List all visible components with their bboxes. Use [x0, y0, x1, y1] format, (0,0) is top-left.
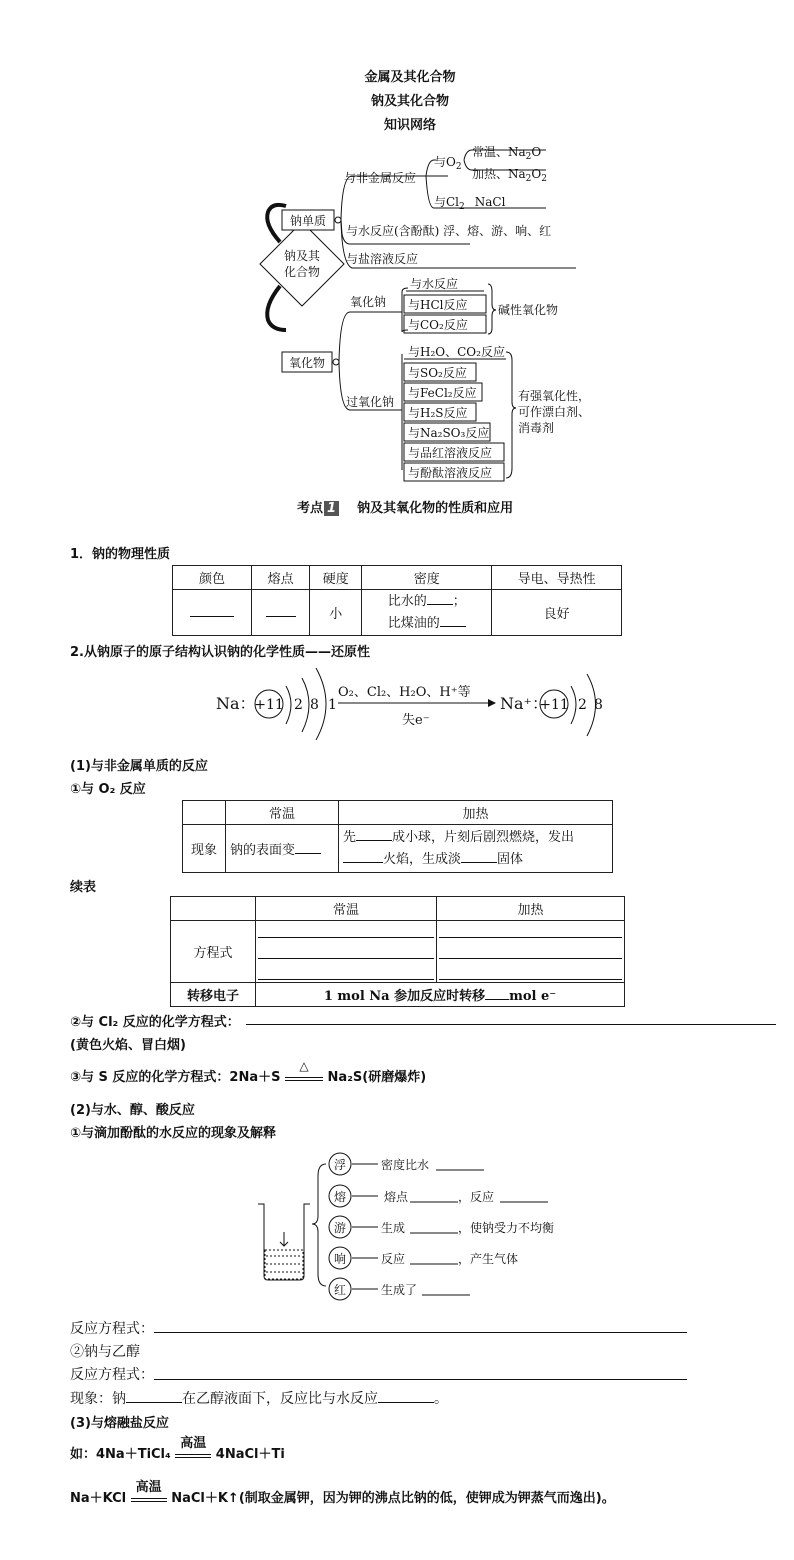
section-2-title: 2.从钠原子的原子结构认识钠的化学性质——还原性 [70, 645, 370, 660]
svg-text:熔: 熔 [333, 1190, 347, 1204]
electron-blank[interactable] [485, 987, 509, 1000]
svg-text:，使钠受力不均衡: ，使钠受力不均衡 [458, 1221, 555, 1235]
eq-blank-2[interactable] [258, 938, 434, 959]
center-label-2: 化合物 [283, 265, 321, 279]
kcl-equation: Na＋KCl 高温 NaCl＋K↑(制取金属钾，因为钾的沸点比钠的低，使钾成为钾蒸气而逸出)。 [70, 1480, 615, 1506]
basic-oxide: 碱性氧化物 [498, 303, 559, 317]
o2-normal: 常温、$Na_2O$ [472, 145, 542, 162]
salt-solution-reaction: 与盐溶液反应 [346, 252, 419, 266]
o2-reaction-table: 常温 加热 现象 钠的表面变 先 成小球，片刻后剧烈燃烧，发出 火焰，生成淡 固体 [182, 800, 613, 873]
color-blank[interactable] [190, 604, 234, 617]
svg-text:熔点: 熔点 [384, 1190, 409, 1204]
o2-heat: 加热、$Na_2O_2$ [472, 167, 547, 184]
svg-text:，反应: ，反应 [458, 1190, 495, 1204]
density-kerosene-blank[interactable] [440, 614, 466, 627]
na2o-label: 氧化钠 [350, 295, 387, 309]
svg-text:与酚酞溶液反应: 与酚酞溶液反应 [408, 466, 493, 480]
flame-color-blank[interactable] [343, 850, 383, 863]
physical-properties-table: 颜色 熔点 硬度 密度 导电、导热性 小 比水的 ； 比煤油的 良好 [172, 565, 622, 636]
svg-text:8: 8 [310, 697, 319, 713]
solid-color-blank[interactable] [461, 850, 497, 863]
na2o2-items [404, 344, 506, 481]
svg-text:与SO₂反应: 与SO₂反应 [408, 366, 467, 380]
svg-text:+11: +11 [254, 697, 284, 713]
nonmetal-reaction: 与非金属反应 [344, 171, 417, 185]
svg-text:与HCl反应: 与HCl反应 [408, 298, 468, 312]
svg-text:与水反应: 与水反应 [410, 277, 459, 291]
eq-blank-1[interactable] [258, 923, 434, 938]
title-sub: 钠及其化合物 [370, 94, 449, 109]
kaodian-heading: 考点 1 钠及其氧化物的性质和应用 [297, 501, 514, 516]
part-1-sub: ①与 O₂ 反应 [70, 782, 146, 797]
svg-text:浮: 浮 [333, 1158, 347, 1172]
ticl4-equation: 如：4Na＋TiCl₄ 高温 4NaCl＋Ti [70, 1436, 285, 1462]
density-water-blank[interactable] [427, 592, 453, 605]
cl2-note: (黄色火焰、冒白烟) [70, 1038, 186, 1053]
rate-blank[interactable] [378, 1390, 434, 1403]
ethanol-phenomenon: 现象：钠 在乙醇液面下，反应比与水反应 。 [70, 1391, 448, 1407]
svg-text:密度比水: 密度比水 [381, 1158, 430, 1172]
eq-blank-4[interactable] [439, 923, 622, 938]
eq-blank-5[interactable] [439, 938, 622, 959]
sink-blank[interactable] [126, 1390, 182, 1403]
cl2-label: 与$Cl_2$ NaCl [434, 195, 506, 212]
section-1-title: 1．钠的物理性质 [70, 547, 171, 562]
svg-text:与Na₂SO₃反应: 与Na₂SO₃反应 [408, 426, 490, 440]
ethanol-title: ②钠与乙醇 [70, 1344, 140, 1360]
svg-text:与H₂O、CO₂反应: 与H₂O、CO₂反应 [408, 345, 505, 359]
part-2-sub: ①与滴加酚酞的水反应的现象及解释 [70, 1126, 277, 1141]
kaodian-number-badge: 1 [324, 501, 339, 516]
eq-blank-3[interactable] [258, 959, 434, 980]
center-label-1: 钠及其 [283, 249, 321, 263]
svg-text:，产生气体: ，产生气体 [458, 1252, 519, 1266]
svg-text:Na⁺：: Na⁺： [500, 694, 548, 713]
water-reaction: 与水反应(含酚酞) 浮、熔、游、响、红 [346, 224, 552, 238]
water-eq-blank[interactable] [154, 1332, 687, 1333]
na2o-items [404, 276, 486, 333]
water-reaction-diagram [254, 1146, 570, 1306]
cl2-equation-blank[interactable] [246, 1024, 776, 1025]
melt-blank[interactable] [356, 828, 392, 841]
na2o2-label: 过氧化钠 [346, 395, 395, 409]
ethanol-eq-blank[interactable] [154, 1379, 687, 1380]
cl2-equation-label: ②与 Cl₂ 反应的化学方程式： [70, 1015, 240, 1030]
svg-text:失e⁻: 失e⁻ [402, 713, 430, 728]
na-single-node: 钠单质 [289, 214, 327, 228]
oxidizing-3: 消毒剂 [518, 421, 555, 435]
svg-text:2: 2 [294, 697, 303, 713]
title-network: 知识网络 [383, 118, 436, 133]
svg-text:O₂、Cl₂、H₂O、H⁺等: O₂、Cl₂、H₂O、H⁺等 [338, 685, 471, 700]
surface-change-blank[interactable] [295, 841, 321, 854]
part-3-title: (3)与熔融盐反应 [70, 1416, 169, 1431]
svg-text:与CO₂反应: 与CO₂反应 [408, 318, 468, 332]
svg-text:生成了: 生成了 [381, 1283, 418, 1297]
svg-text:8: 8 [594, 697, 603, 713]
svg-text:游: 游 [333, 1221, 347, 1235]
oxidizing-2: 可作漂白剂、 [518, 405, 591, 419]
svg-text:与H₂S反应: 与H₂S反应 [408, 406, 468, 420]
oxides-node: 氧化物 [288, 356, 326, 370]
svg-text:Na：: Na： [216, 694, 256, 713]
part-2-title: (2)与水、醇、酸反应 [70, 1103, 195, 1118]
svg-text:+11: +11 [539, 697, 569, 713]
ethanol-eq-label: 反应方程式： [70, 1367, 154, 1383]
melting-blank[interactable] [266, 604, 296, 617]
svg-text:1: 1 [328, 697, 337, 713]
svg-text:2: 2 [578, 697, 587, 713]
s-equation: ③与 S 反应的化学方程式：2Na＋S △ Na₂S(研磨爆炸) [70, 1059, 427, 1085]
title-main: 金属及其化合物 [364, 70, 456, 85]
svg-text:反应: 反应 [381, 1252, 406, 1266]
o2-label: 与$O_2$ [434, 155, 462, 172]
water-eq-label: 反应方程式： [70, 1321, 154, 1337]
o2-reaction-table-continued: 常温 加热 方程式 转移电子 1 mol Na 参加反应时转移 mol e⁻ [170, 896, 625, 1007]
part-1-title: (1)与非金属单质的反应 [70, 759, 208, 774]
svg-text:与品红溶液反应: 与品红溶液反应 [408, 446, 493, 460]
svg-text:红: 红 [333, 1283, 347, 1297]
svg-text:与FeCl₂反应: 与FeCl₂反应 [408, 386, 477, 400]
atomic-structure-diagram [212, 662, 612, 746]
eq-blank-6[interactable] [439, 959, 622, 980]
svg-text:生成: 生成 [381, 1221, 406, 1235]
knowledge-network-diagram [220, 134, 600, 488]
continued-label: 续表 [70, 880, 97, 895]
svg-text:响: 响 [333, 1252, 347, 1266]
oxidizing-1: 有强氧化性， [518, 389, 591, 403]
water-chars [329, 1153, 351, 1300]
